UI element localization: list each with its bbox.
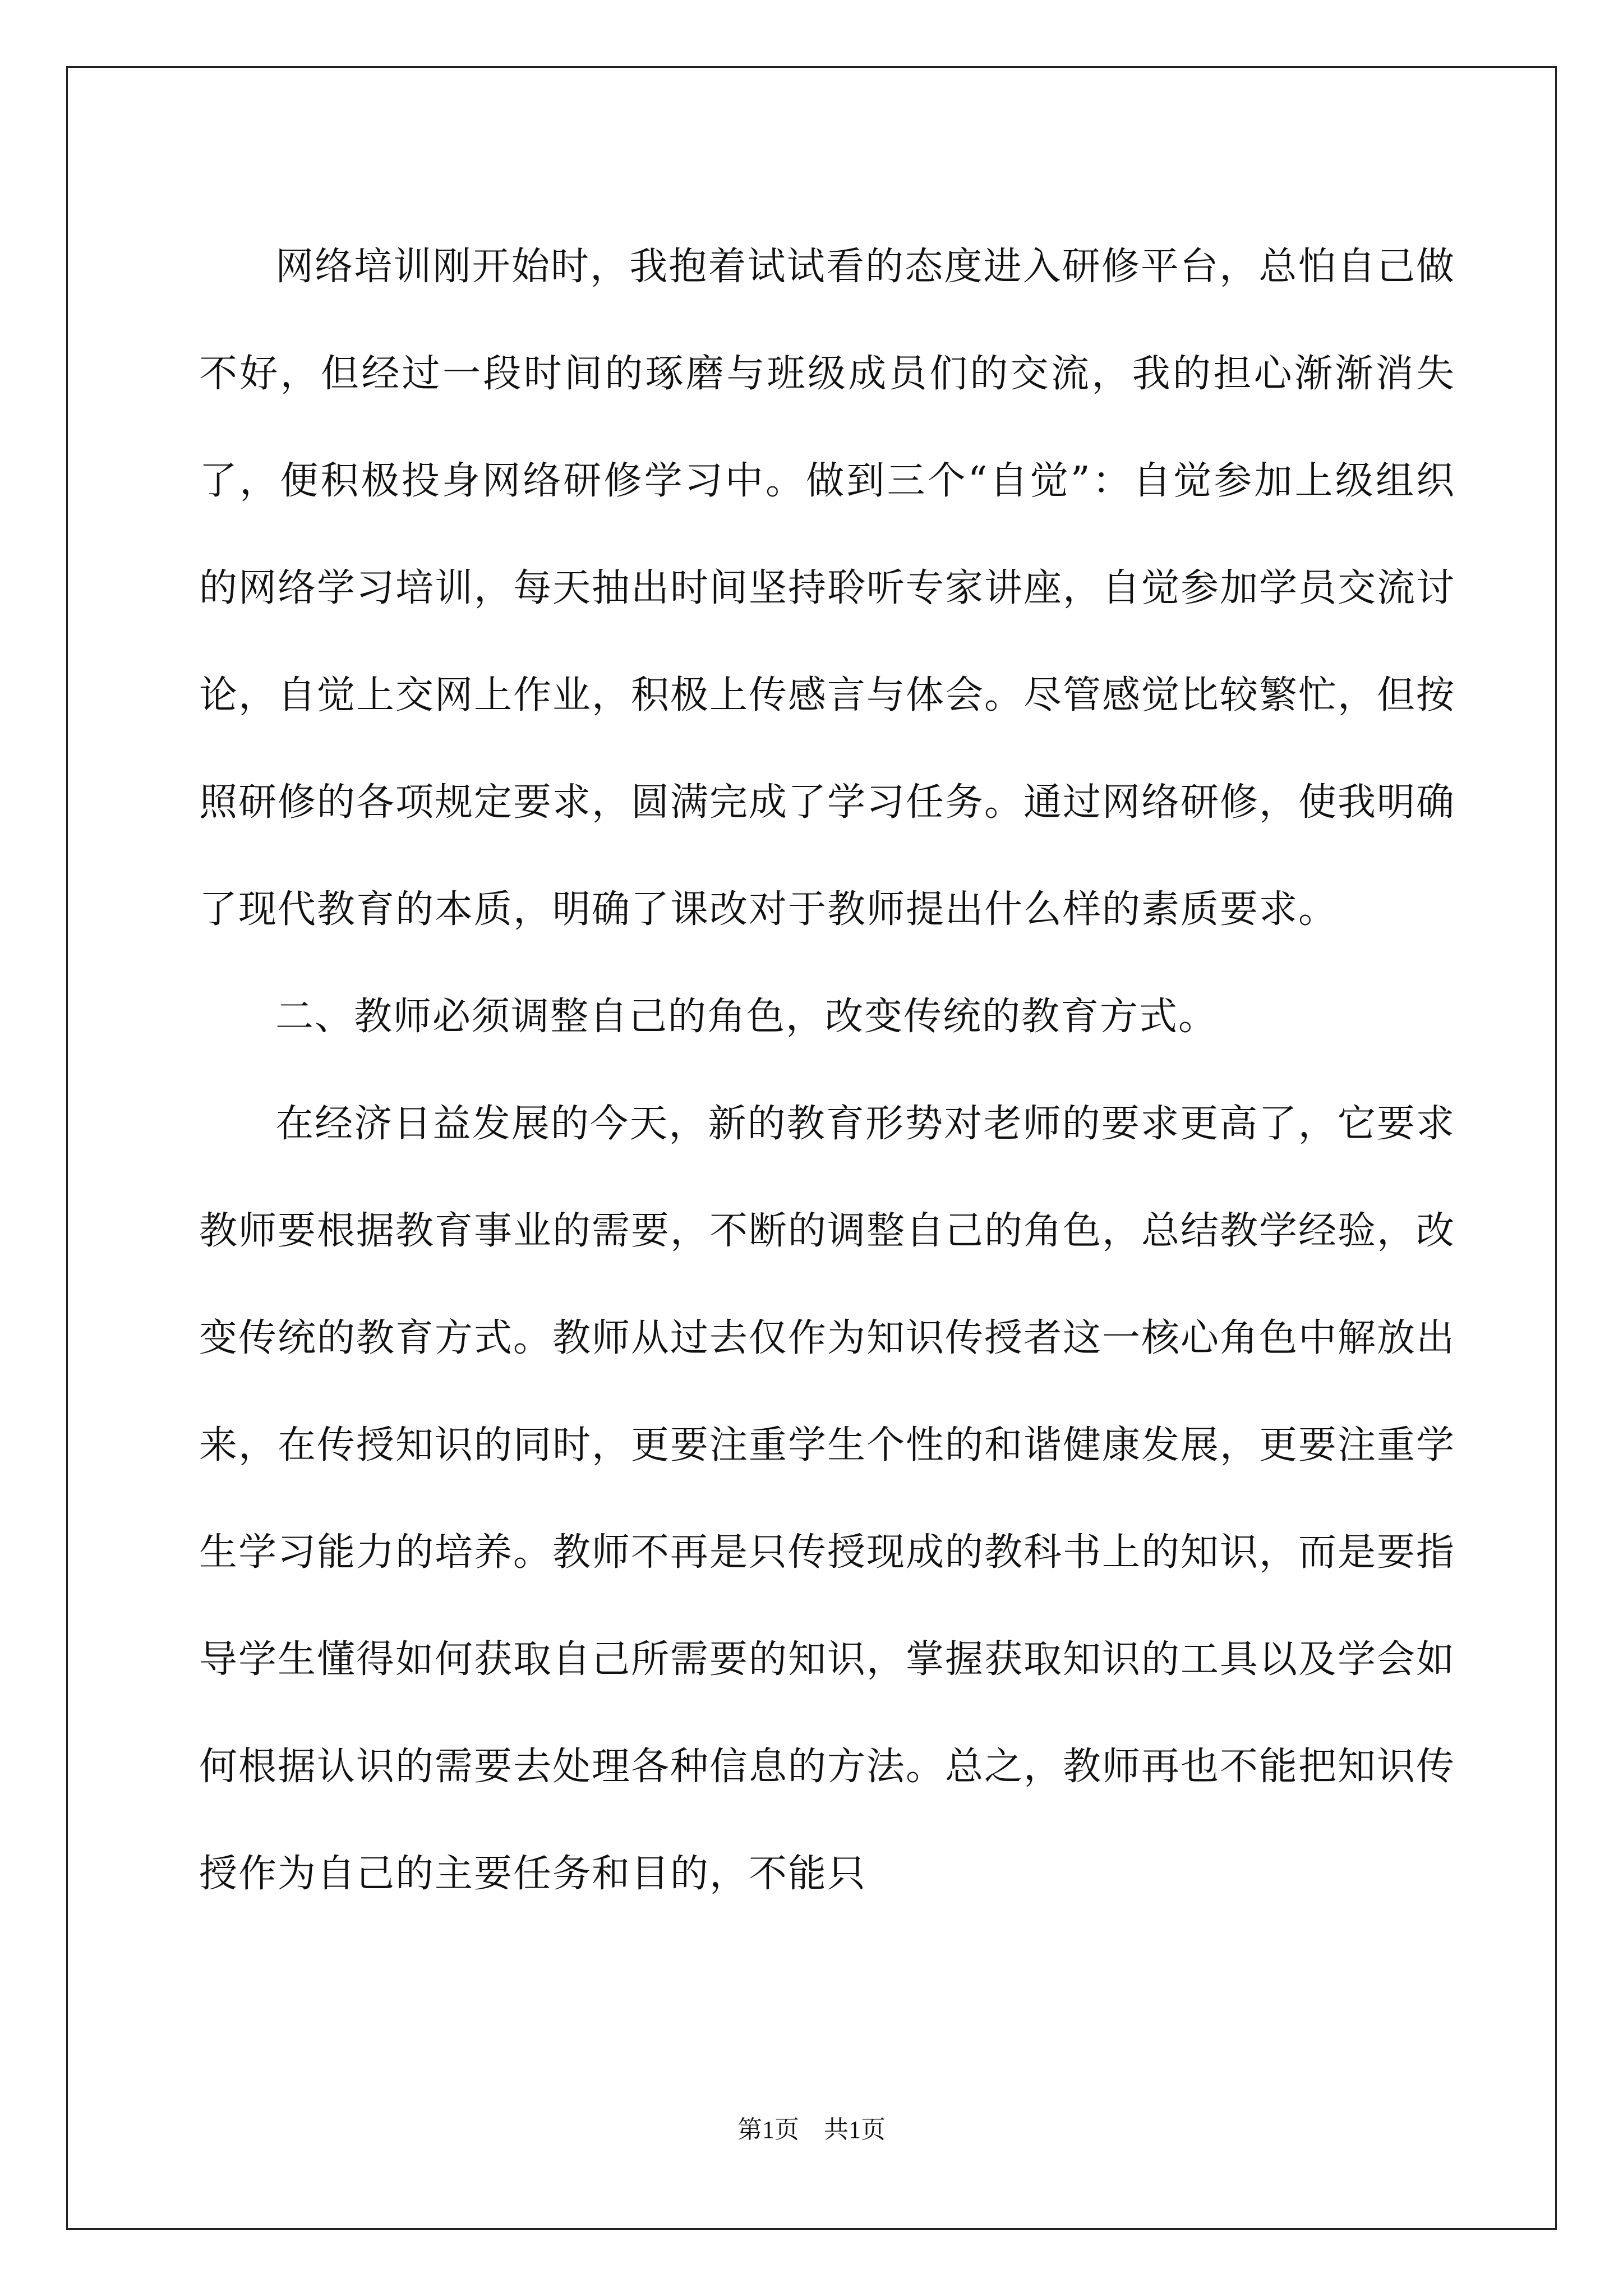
paragraph-1: 网络培训刚开始时，我抱着试试看的态度进入研修平台，总怕自己做不好，但经过一段时间的琢磨与班级成员们的交流，我的担心渐渐消失了，便积极投身网络研修学习中。做到三个“自觉”：自觉参加上级组织的网络学习培训，每天抽出时间坚持聆听专家讲座，自觉参加学员交流讨论，自觉上交网上作业，积极上传感言与体会。尽管感觉比较繁忙，但按照研修的各项规定要求，圆满完成了学习任务。通过网络研修，使我明确了现代教育的本质，明确了课改对于教师提出什么样的素质要求。 bbox=[199, 245, 1456, 932]
paragraph-heading-2: 二、教师必须调整自己的角色，改变传统的教育方式。 bbox=[275, 995, 1218, 1039]
paragraph-3: 在经济日益发展的今天，新的教育形势对老师的要求更高了，它要求教师要根据教育事业的需要，不断的调整自己的角色，总结教学经验，改变传统的教育方式。教师从过去仅作为知识传授者这一核心角色中解放出来，在传授知识的同时，更要注重学生个性的和谐健康发展，更要注重学生学习能力的培养。教师不再是只传授现成的教科书上的知识，而是要指导学生懂得如何获取自己所需要的知识，掌握获取知识的工具以及学会如何根据认识的需要去处理各种信息的方法。总之，教师再也不能把知识传授作为自己的主要任务和目的，不能只 bbox=[199, 1102, 1456, 1896]
document-body bbox=[199, 213, 1455, 1927]
page-footer: 第1页 共1页 bbox=[737, 2116, 886, 2143]
